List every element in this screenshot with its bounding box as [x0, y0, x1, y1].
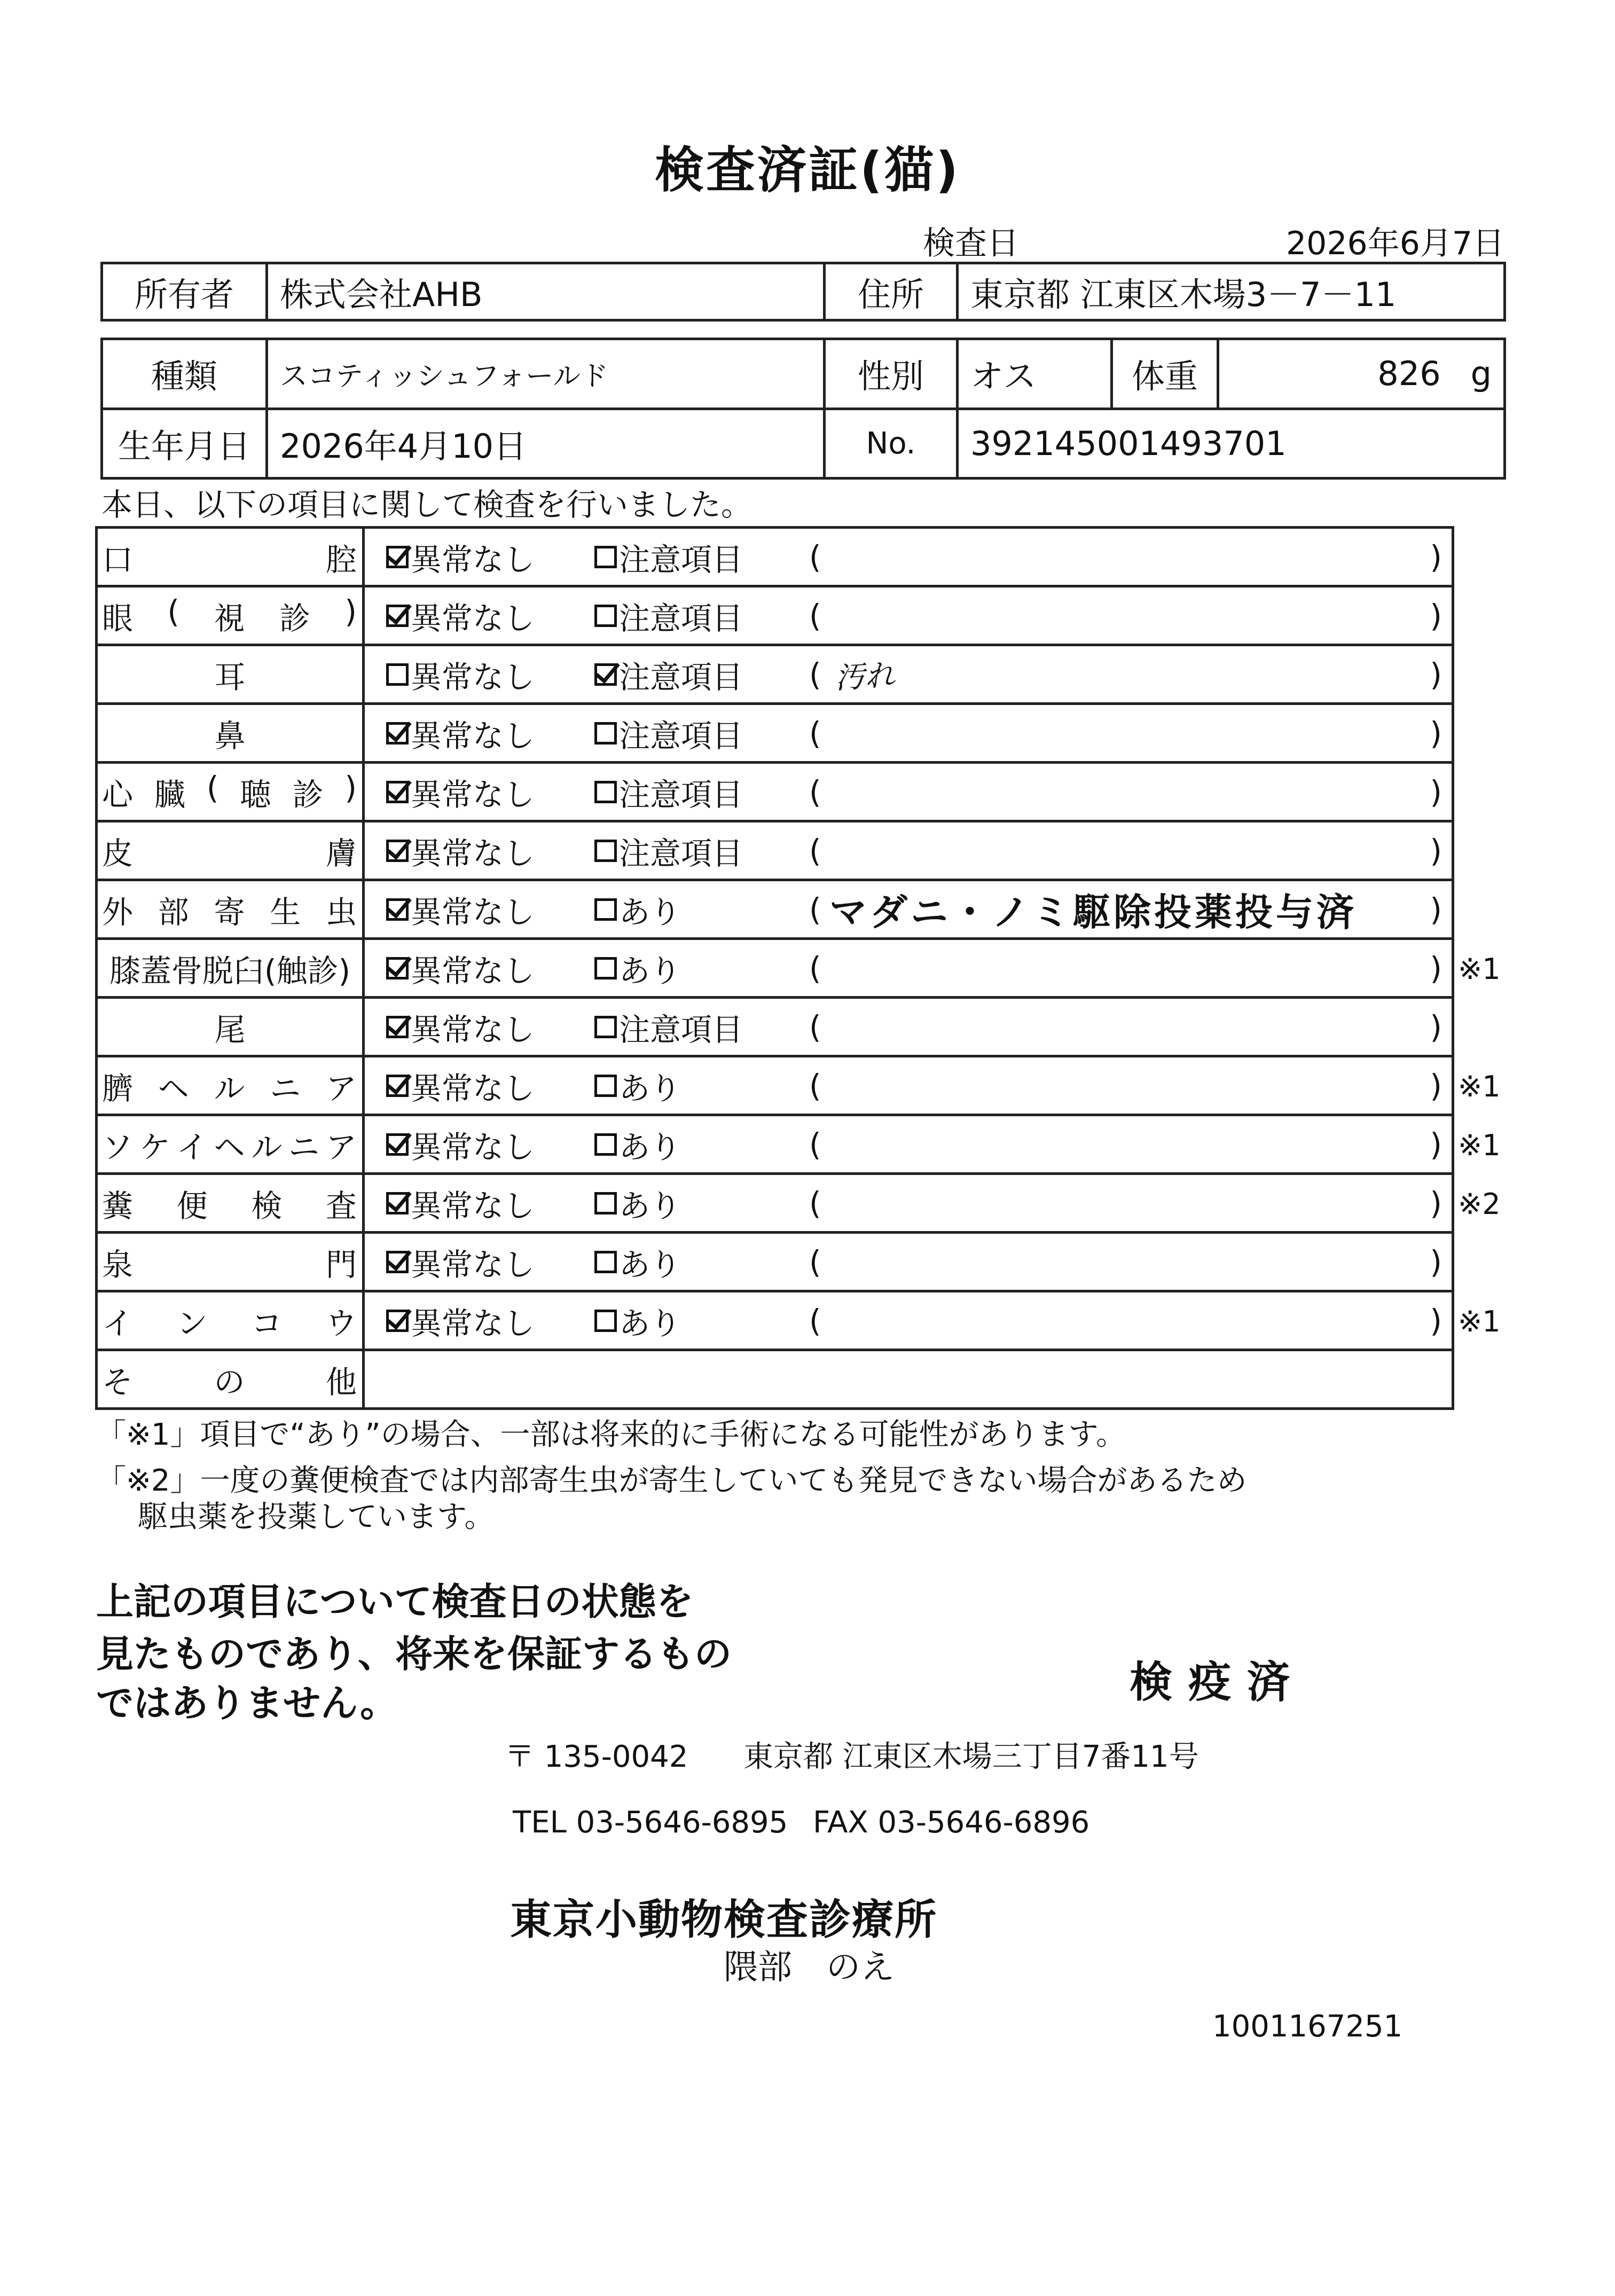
- checkbox-icon[interactable]: [594, 898, 617, 921]
- item-label-part: 査: [325, 1187, 357, 1224]
- option-attention-label: あり: [619, 1246, 681, 1283]
- item-label-part: (: [206, 769, 219, 806]
- intro-text: 本日、以下の項目に関して検査を行いました。: [101, 487, 752, 523]
- item-label: [97, 704, 364, 763]
- item-label-part: ア: [325, 1070, 357, 1107]
- document-number: 1001167251: [1212, 2009, 1403, 2044]
- table-row: [97, 821, 1453, 880]
- checkbox-icon[interactable]: [386, 605, 409, 627]
- item-label-part: の: [214, 1364, 245, 1400]
- item-label-part: ): [344, 593, 357, 630]
- item-label: [97, 939, 364, 998]
- item-label-part: ケ: [139, 1129, 170, 1165]
- weight-unit: g: [1470, 354, 1492, 394]
- footnote-2: 「※2」一度の糞便検査では内部寄生虫が寄生していても発見できない場合があるため: [96, 1463, 1247, 1498]
- option-normal[interactable]: [386, 652, 535, 697]
- checkbox-icon[interactable]: [386, 840, 409, 862]
- item-label-part: 耳: [214, 659, 246, 695]
- table-row: [97, 1174, 1453, 1233]
- option-attention[interactable]: [594, 1181, 681, 1226]
- weight-value: 826: [1377, 354, 1441, 394]
- item-label: [97, 880, 364, 939]
- checkbox-icon[interactable]: [386, 1075, 409, 1097]
- option-normal-label: 異常なし: [411, 1129, 535, 1165]
- item-label-part: 膚: [325, 835, 357, 872]
- paren-open: (: [809, 715, 821, 751]
- option-attention[interactable]: [594, 593, 743, 638]
- item-label-part: 外: [102, 894, 134, 930]
- paren-close: ): [1430, 1126, 1442, 1163]
- option-normal[interactable]: [386, 770, 535, 814]
- exam-date-label: 検査日: [923, 225, 1019, 262]
- item-label-part: 寄: [214, 894, 245, 930]
- clinic-postal: 〒 135-0042: [505, 1739, 688, 1774]
- clinic-address: 東京都 江東区木場三丁目7番11号: [743, 1739, 1199, 1774]
- item-label-part: ン: [176, 1305, 208, 1342]
- item-label-part: ヘ: [158, 1070, 189, 1107]
- item-label-part: 皮: [102, 835, 134, 872]
- option-normal-label: 異常なし: [411, 952, 535, 989]
- item-label: [97, 998, 364, 1056]
- birth-value: 2026年4月10日: [267, 409, 825, 479]
- option-normal[interactable]: [386, 535, 535, 579]
- paren-open: (: [809, 656, 821, 693]
- item-label: [97, 1233, 364, 1291]
- option-attention-label: あり: [619, 1187, 681, 1224]
- option-normal-label: 異常なし: [411, 1011, 535, 1048]
- other-field[interactable]: [364, 1350, 1453, 1409]
- disclaimer-line-2: 見たものであり、将来を保証するもの: [96, 1632, 732, 1676]
- item-label-part: ア: [325, 1129, 357, 1165]
- checkbox-icon[interactable]: [386, 1016, 409, 1038]
- address-label: 住所: [825, 263, 958, 320]
- option-attention-label: 注意項目: [619, 717, 743, 754]
- item-label-part: ニ: [270, 1070, 301, 1107]
- checkbox-icon[interactable]: [594, 1251, 617, 1273]
- option-attention[interactable]: [594, 828, 743, 873]
- item-label-part: 糞: [102, 1187, 134, 1224]
- option-normal-label: 異常なし: [411, 1187, 535, 1224]
- exam-date-value: 2026年6月7日: [1286, 225, 1505, 262]
- item-label: [97, 1056, 364, 1115]
- item-label-part: ル: [251, 1129, 283, 1165]
- checkbox-icon[interactable]: [386, 1192, 409, 1214]
- option-attention-label: 注意項目: [619, 659, 743, 695]
- option-attention-label: あり: [619, 952, 681, 989]
- footnote-1: 「※1」項目で“あり”の場合、一部は将来的に手術になる可能性があります。: [96, 1417, 1126, 1452]
- checkbox-icon[interactable]: [594, 663, 617, 686]
- option-attention-label: 注意項目: [619, 835, 743, 872]
- item-label-part: ニ: [288, 1129, 320, 1165]
- pet-table: [100, 338, 1506, 480]
- item-label: [97, 763, 364, 821]
- footnote-marker: ※1: [1458, 1305, 1501, 1338]
- item-label-part: 泉: [102, 1246, 134, 1283]
- item-label-part: 聴: [240, 776, 271, 813]
- table-row: [97, 1115, 1453, 1174]
- item-label-part: 尾: [214, 1011, 246, 1048]
- table-row: [97, 1291, 1453, 1350]
- option-attention-label: 注意項目: [619, 541, 743, 578]
- item-label-part: ウ: [325, 1305, 357, 1342]
- item-label-part: 眼: [102, 600, 134, 637]
- checkbox-icon[interactable]: [594, 1075, 617, 1097]
- item-label-part: 便: [176, 1187, 208, 1224]
- option-normal[interactable]: [386, 1298, 535, 1343]
- checkbox-icon[interactable]: [386, 957, 409, 979]
- option-normal[interactable]: [386, 1181, 535, 1226]
- table-row: [97, 704, 1453, 763]
- quarantine-stamp: 検疫済: [1130, 1657, 1306, 1707]
- item-label-part: 門: [325, 1246, 357, 1283]
- paren-open: (: [809, 1008, 821, 1045]
- sex-value: オス: [958, 339, 1112, 409]
- item-label-part: 診: [292, 776, 324, 813]
- option-attention-label: あり: [619, 894, 681, 930]
- item-label-part: ヘ: [214, 1129, 245, 1165]
- checkbox-icon[interactable]: [386, 663, 409, 686]
- item-label-part: 腔: [325, 541, 357, 578]
- checkbox-icon[interactable]: [386, 722, 409, 745]
- paren-close: ): [1430, 1302, 1442, 1339]
- inspection-table: [95, 526, 1454, 1410]
- clinic-fax: FAX 03-5646-6896: [813, 1805, 1090, 1840]
- item-label-part: イ: [176, 1129, 208, 1165]
- owner-value: 株式会社AHB: [267, 263, 825, 320]
- paren-close: ): [1430, 1185, 1442, 1221]
- table-row: [97, 763, 1453, 821]
- option-attention[interactable]: [594, 652, 743, 697]
- option-normal-label: 異常なし: [411, 1305, 535, 1342]
- checkbox-icon[interactable]: [594, 840, 617, 862]
- checkbox-icon[interactable]: [594, 957, 617, 979]
- option-normal[interactable]: [386, 1122, 535, 1167]
- clinic-tel: TEL 03-5646-6895: [513, 1805, 788, 1840]
- option-attention[interactable]: [594, 1240, 681, 1284]
- checkbox-icon[interactable]: [594, 1133, 617, 1156]
- item-label-part: ソ: [102, 1129, 134, 1165]
- checkbox-icon[interactable]: [386, 898, 409, 921]
- option-normal[interactable]: [386, 1063, 535, 1108]
- option-attention-label: 注意項目: [619, 1011, 743, 1048]
- paren-open: (: [809, 597, 821, 634]
- option-normal-label: 異常なし: [411, 659, 535, 695]
- item-label-part: 生: [270, 894, 301, 930]
- paren-open: (: [809, 1302, 821, 1339]
- option-normal-label: 異常なし: [411, 776, 535, 813]
- paren-open: (: [809, 832, 821, 869]
- item-note: マダニ・ノミ駆除投薬投与済: [829, 890, 1357, 934]
- no-value: 392145001493701: [958, 409, 1505, 479]
- option-attention-label: あり: [619, 1070, 681, 1107]
- address-value: 東京都 江東区木場3－7－11: [958, 263, 1505, 320]
- item-label-part: 虫: [325, 894, 357, 930]
- paren-open: (: [809, 773, 821, 810]
- option-normal-label: 異常なし: [411, 894, 535, 930]
- table-row: [97, 586, 1453, 645]
- clinic-person: 隈部 のえ: [724, 1948, 895, 1987]
- option-attention-label: あり: [619, 1305, 681, 1342]
- paren-close: ): [1430, 1243, 1442, 1280]
- checkbox-icon[interactable]: [386, 781, 409, 803]
- checkbox-icon[interactable]: [386, 1251, 409, 1273]
- footnote-3: 駆虫薬を投薬しています。: [138, 1500, 495, 1534]
- footnote-marker: ※1: [1458, 1129, 1501, 1162]
- item-label: [97, 645, 364, 704]
- item-label-part: 臓: [154, 776, 185, 813]
- option-attention-label: あり: [619, 1129, 681, 1165]
- clinic-name: 東京小動物検査診療所: [510, 1896, 938, 1944]
- option-normal[interactable]: [386, 828, 535, 873]
- paren-close: ): [1430, 1067, 1442, 1104]
- paren-close: ): [1430, 832, 1442, 869]
- item-label-part: そ: [102, 1364, 134, 1400]
- item-label-part: (: [167, 593, 180, 630]
- item-label-part: 膝蓋骨脱臼(触診): [109, 952, 351, 989]
- footnote-marker: ※1: [1458, 1070, 1501, 1103]
- table-row: [97, 528, 1453, 586]
- item-note: 汚れ: [834, 657, 896, 696]
- item-label: [97, 586, 364, 645]
- paren-open: (: [809, 950, 821, 986]
- checkbox-icon[interactable]: [594, 546, 617, 568]
- checkbox-icon[interactable]: [594, 1016, 617, 1038]
- checkbox-icon[interactable]: [386, 546, 409, 568]
- checkbox-icon[interactable]: [594, 1192, 617, 1214]
- paren-open: (: [809, 1243, 821, 1280]
- option-normal[interactable]: [386, 887, 535, 932]
- option-attention[interactable]: [594, 711, 743, 756]
- item-label: [97, 821, 364, 880]
- breed-value: スコティッシュフォールド: [267, 339, 825, 409]
- option-normal-label: 異常なし: [411, 835, 535, 872]
- item-label-part: ル: [214, 1070, 245, 1107]
- item-label-part: 診: [279, 600, 310, 637]
- option-normal-label: 異常なし: [411, 1070, 535, 1107]
- paren-close: ): [1430, 891, 1442, 928]
- paren-close: ): [1430, 950, 1442, 986]
- option-normal[interactable]: [386, 1240, 535, 1284]
- checkbox-icon[interactable]: [594, 722, 617, 745]
- item-label: [97, 1115, 364, 1174]
- item-label: [97, 528, 364, 586]
- breed-label: 種類: [102, 339, 267, 409]
- option-attention[interactable]: [594, 1298, 681, 1343]
- paren-open: (: [809, 1185, 821, 1221]
- weight-label: 体重: [1112, 339, 1218, 409]
- no-label: No.: [825, 409, 958, 479]
- birth-label: 生年月日: [102, 409, 267, 479]
- option-normal[interactable]: [386, 946, 535, 991]
- checkbox-icon[interactable]: [594, 1310, 617, 1332]
- table-row: [97, 880, 1453, 939]
- sex-label: 性別: [825, 339, 958, 409]
- table-row: [97, 998, 1453, 1056]
- paren-open: (: [809, 1067, 821, 1104]
- option-attention-label: 注意項目: [619, 776, 743, 813]
- item-label-part: 他: [325, 1364, 357, 1400]
- table-row: [97, 1056, 1453, 1115]
- option-normal[interactable]: [386, 711, 535, 756]
- option-normal-label: 異常なし: [411, 1246, 535, 1283]
- item-label-part: 臍: [102, 1070, 134, 1107]
- paren-close: ): [1430, 1008, 1442, 1045]
- paren-close: ): [1430, 773, 1442, 810]
- item-label-part: 視: [214, 600, 245, 637]
- option-attention[interactable]: [594, 1005, 743, 1049]
- table-row: [97, 645, 1453, 704]
- item-label-part: 口: [102, 541, 134, 578]
- option-attention[interactable]: [594, 1122, 681, 1167]
- checkbox-icon[interactable]: [594, 781, 617, 803]
- item-label: [97, 1350, 364, 1409]
- item-label-part: コ: [251, 1305, 283, 1342]
- option-attention[interactable]: [594, 1063, 681, 1108]
- table-row-other: [97, 1350, 1453, 1409]
- paren-open: (: [809, 891, 821, 928]
- weight-cell: [1218, 339, 1505, 409]
- disclaimer-line-3: ではありません。: [96, 1681, 398, 1725]
- disclaimer-line-1: 上記の項目について検査日の状態を: [96, 1580, 694, 1624]
- option-normal-label: 異常なし: [411, 541, 535, 578]
- footnote-marker: ※2: [1458, 1187, 1501, 1221]
- item-label: [97, 1291, 364, 1350]
- item-label-part: 検: [251, 1187, 283, 1224]
- item-label-part: 心: [102, 776, 134, 813]
- option-attention[interactable]: [594, 946, 681, 991]
- checkbox-icon[interactable]: [594, 605, 617, 627]
- item-label: [97, 1174, 364, 1233]
- option-normal-label: 異常なし: [411, 717, 535, 754]
- paren-close: ): [1430, 715, 1442, 751]
- owner-label: 所有者: [102, 263, 267, 320]
- item-label-part: 鼻: [214, 717, 246, 754]
- checkbox-icon[interactable]: [386, 1310, 409, 1332]
- document-title: 検査済証(猫): [654, 142, 961, 199]
- table-row: [97, 939, 1453, 998]
- option-attention[interactable]: [594, 535, 743, 579]
- option-normal-label: 異常なし: [411, 600, 535, 637]
- option-normal[interactable]: [386, 1005, 535, 1049]
- item-label-part: イ: [102, 1305, 134, 1342]
- footnote-marker: ※1: [1458, 952, 1501, 986]
- item-label-part: 部: [158, 894, 189, 930]
- option-normal[interactable]: [386, 593, 535, 638]
- option-attention-label: 注意項目: [619, 600, 743, 637]
- paren-open: (: [809, 1126, 821, 1163]
- paren-close: ): [1430, 597, 1442, 634]
- option-attention[interactable]: [594, 770, 743, 814]
- paren-close: ): [1430, 656, 1442, 693]
- paren-close: ): [1430, 538, 1442, 575]
- option-attention[interactable]: [594, 887, 681, 932]
- paren-open: (: [809, 538, 821, 575]
- table-row: [97, 1233, 1453, 1291]
- item-label-part: ): [344, 769, 357, 806]
- checkbox-icon[interactable]: [386, 1133, 409, 1156]
- owner-table: [100, 262, 1506, 322]
